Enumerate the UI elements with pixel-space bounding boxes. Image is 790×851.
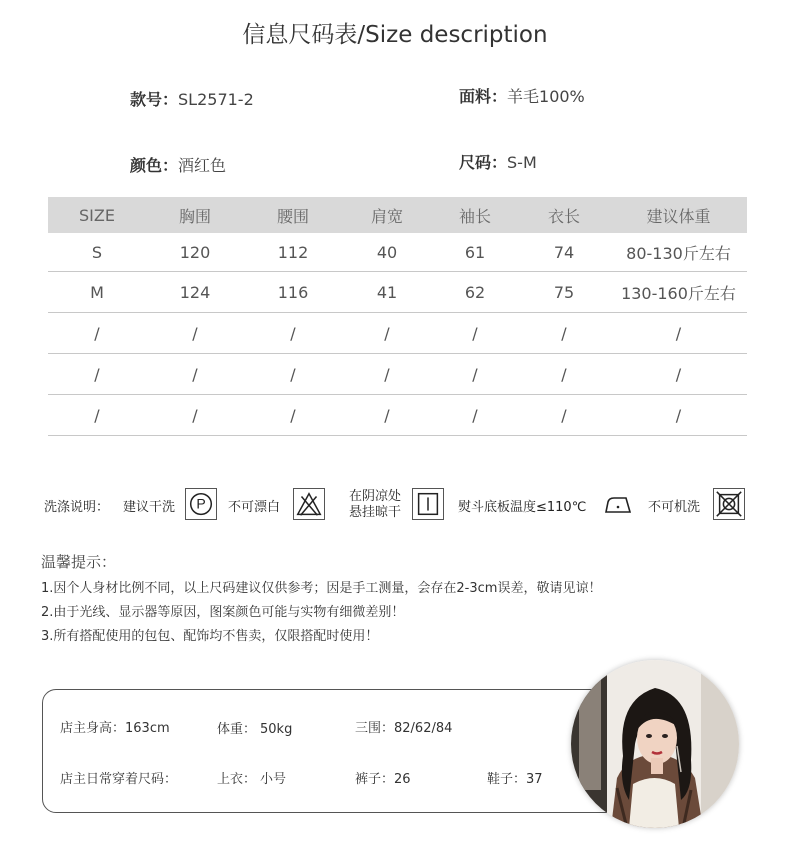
shade-dry-line2: 悬挂晾干 [349,505,402,520]
table-cell: / [675,323,682,343]
style-number-label: 款号： [130,90,179,109]
owner-daily-sizes: 店主日常穿着尺码： [60,772,178,787]
owner-shoes-size: 鞋子：37 [487,772,543,787]
header-length: 衣长 [547,206,580,226]
shade-dry-line1: 在阴凉处 [349,489,402,504]
size-range [459,150,537,173]
tip-item: 1.因个人身材比例不同，以上尺码建议仅供参考；因是手工测量，会存在2-3cm误差，敬请见谅！ [41,581,602,596]
table-cell: 62 [464,282,486,302]
owner-measurements: 三围：82/62/84 [355,721,453,736]
header-waist: 腰围 [276,206,309,226]
dry-clean-p-icon [185,488,217,520]
header-shoulder: 肩宽 [370,206,403,226]
table-row [48,233,747,272]
table-cell: M [90,282,104,302]
table-cell: S [91,242,103,262]
iron-icon [602,488,634,520]
table-cell: / [675,364,682,384]
header-weight: 建议体重 [646,206,711,226]
no-bleach-icon [293,488,325,520]
table-cell: / [472,323,478,343]
owner-weight-value: 50kg [260,722,293,737]
no-machine-wash-label: 不可机洗 [648,499,701,515]
table-cell: 112 [277,242,309,262]
line-dry-icon [412,488,444,520]
tip-item: 2.由于光线、显示器等原因，图案颜色可能与实物有细微差别！ [41,605,405,620]
table-cell: 74 [553,242,575,262]
table-cell: 116 [277,282,309,302]
fabric-label: 面料： [459,87,508,106]
dry-clean-label: 建议干洗 [123,499,176,515]
care-instructions [44,487,754,523]
owner-weight-label: 体重： [217,722,257,737]
table-cell: 120 [179,242,211,262]
table-cell: / [384,364,390,384]
table-cell: 41 [376,282,398,302]
style-number [130,87,254,110]
header-chest: 胸围 [178,206,211,226]
table-cell: / [561,364,567,384]
size-range-label: 尺码： [459,153,508,172]
no-machine-wash-icon [713,488,745,520]
table-cell: / [94,364,100,384]
table-row [48,272,747,313]
model-photo [571,660,739,828]
table-cell: / [192,323,198,343]
care-label: 洗涤说明： [44,499,110,515]
table-cell: / [94,405,100,425]
owner-top-label: 上衣： [217,772,257,787]
size-range-value: S-M [507,153,537,172]
table-header-row [48,197,747,233]
header-sleeve: 袖长 [458,206,491,226]
table-row [48,313,747,354]
table-cell: / [384,323,390,343]
no-bleach-label: 不可漂白 [228,499,281,515]
owner-weight [217,718,292,737]
table-cell: / [290,323,296,343]
svg-text:P: P [196,495,206,512]
model-portrait-image [571,660,739,828]
table-cell: 75 [553,282,575,302]
owner-pants-size: 裤子：26 [355,772,411,787]
table-row [48,354,747,395]
color-value: 酒红色 [178,156,227,175]
header-size: SIZE [79,205,115,225]
owner-height: 店主身高：163cm [60,721,170,736]
page-title: 信息尺码表/Size description [242,22,548,48]
fabric [459,84,585,107]
shade-dry-label [349,487,401,523]
table-cell: 40 [376,242,398,262]
table-cell: / [561,405,567,425]
table-cell: / [192,364,198,384]
table-cell: / [290,364,296,384]
owner-top-size [217,768,286,787]
table-cell: 130-160斤左右 [621,283,736,303]
table-cell: / [192,405,198,425]
table-row [48,395,747,436]
owner-info-card [42,689,652,813]
table-cell: / [472,364,478,384]
table-cell: / [384,405,390,425]
style-number-value: SL2571-2 [178,90,254,109]
table-cell: / [94,323,100,343]
table-cell: / [675,405,682,425]
table-cell: / [561,323,567,343]
iron-label: 熨斗底板温度≤110℃ [458,499,587,515]
color-label: 颜色： [130,156,179,175]
table-cell: 124 [179,282,211,302]
size-table [48,197,747,436]
table-cell: 80-130斤左右 [626,243,731,263]
owner-top-value: 小号 [260,772,287,787]
table-cell: 61 [464,242,486,262]
fabric-value: 羊毛100% [507,87,585,106]
table-cell: / [290,405,296,425]
tip-item: 3.所有搭配使用的包包、配饰均不售卖，仅限搭配时使用！ [41,629,379,644]
tips-title: 温馨提示： [41,553,117,571]
color [130,153,226,176]
table-cell: / [472,405,478,425]
